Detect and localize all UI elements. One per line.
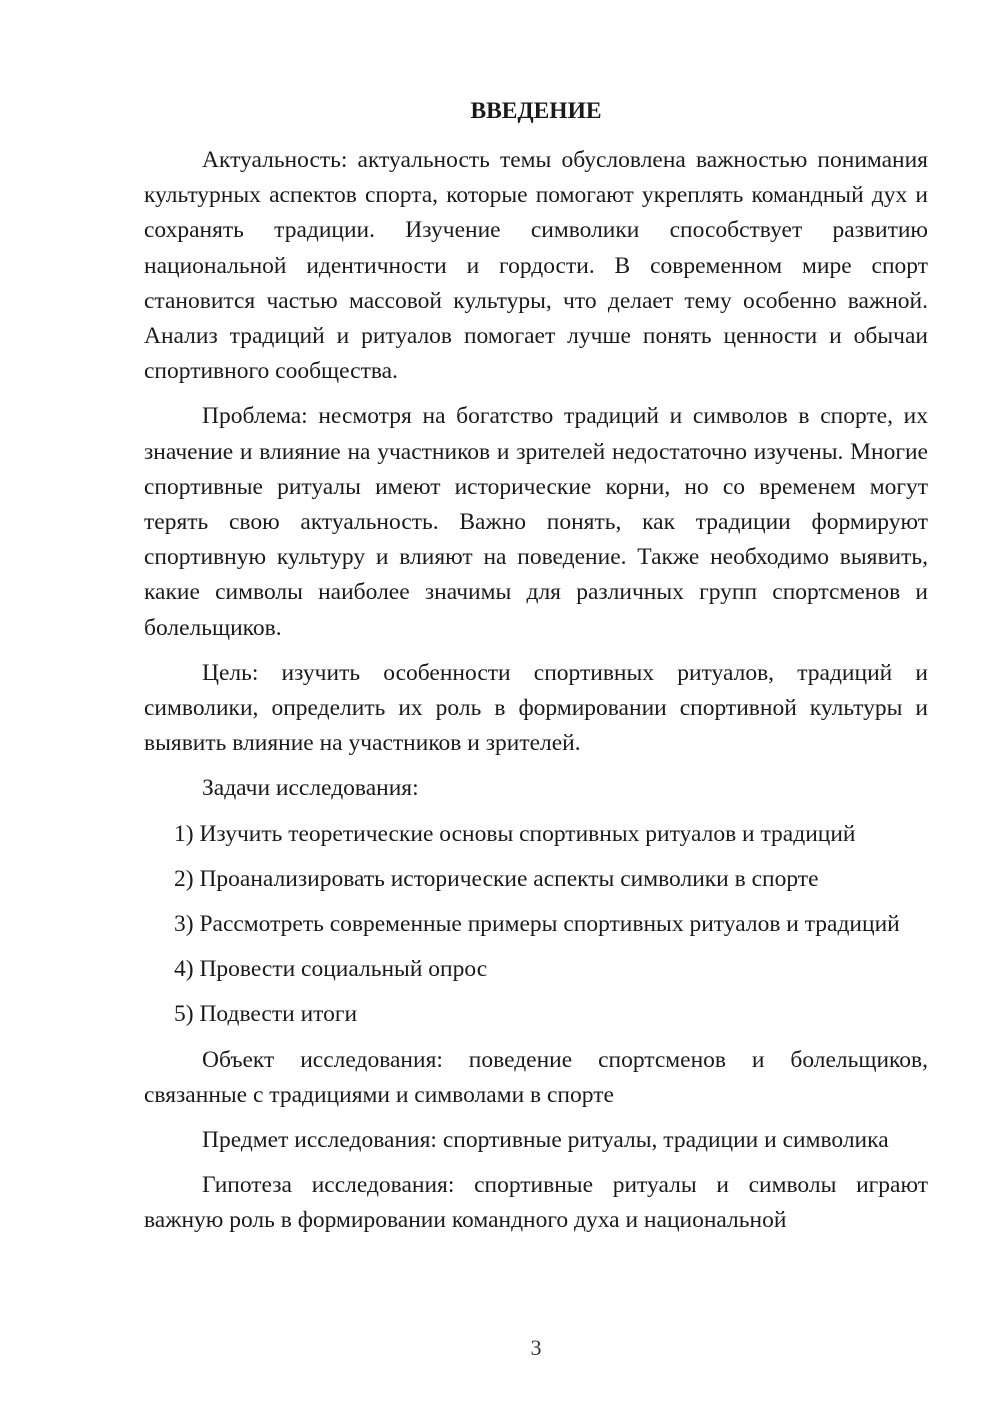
paragraph-hypothesis: Гипотеза исследования: спортивные ритуалы и символы играют важную роль в формировании командного духа и национальной [144, 1172, 928, 1234]
paragraph-subject: Предмет исследования: спортивные ритуалы, традиции и символика [202, 1127, 889, 1154]
task-item-4: 4) Провести социальный опрос [174, 956, 488, 983]
body-text [144, 143, 928, 1249]
task-item-2: 2) Проанализировать исторические аспекты символики в спорте [174, 865, 819, 892]
section-heading: ВВЕДЕНИЕ [470, 98, 602, 124]
paragraph-problem: Проблема: несмотря на богатство традиций и символов в спорте, их значение и влияние на участников и зрителей недостаточно изучены. Многие спортивные ритуалы имеют исторические корни, но со временем могут терять свою актуальность. Важно понять, как традиции формируют спортивную культуру и влияют на поведение. Также необходимо выявить, какие символы наиболее значимы для различных групп спортсменов и болельщиков. [144, 403, 928, 641]
tasks-heading: Задачи исследования: [202, 775, 419, 802]
paragraph-goal: Цель: изучить особенности спортивных ритуалов, традиций и символики, определить их роль в формировании спортивной культуры и выявить влияние на участников и зрителей. [144, 659, 928, 757]
task-item-1: 1) Изучить теоретические основы спортивных ритуалов и традиций [174, 820, 856, 847]
task-item-5: 5) Подвести итоги [174, 1001, 358, 1028]
paragraph-relevance: Актуальность: актуальность темы обусловлена важностью понимания культурных аспектов спорта, которые помогают укреплять командный дух и сохранять традиции. Изучение символики способствует развитию национальной идентичности и гордости. В современном мире спорт становится частью массовой культуры, что делает тему особенно важной. Анализ традиций и ритуалов помогает лучше понять ценности и обычаи спортивного сообщества. [144, 147, 928, 385]
page-number: 3 [530, 1335, 542, 1360]
task-item-3: 3) Рассмотреть современные примеры спортивных ритуалов и традиций [174, 911, 900, 938]
paragraph-object: Объект исследования: поведение спортсменов и болельщиков, связанные с традициями и символами в спорте [144, 1046, 928, 1108]
